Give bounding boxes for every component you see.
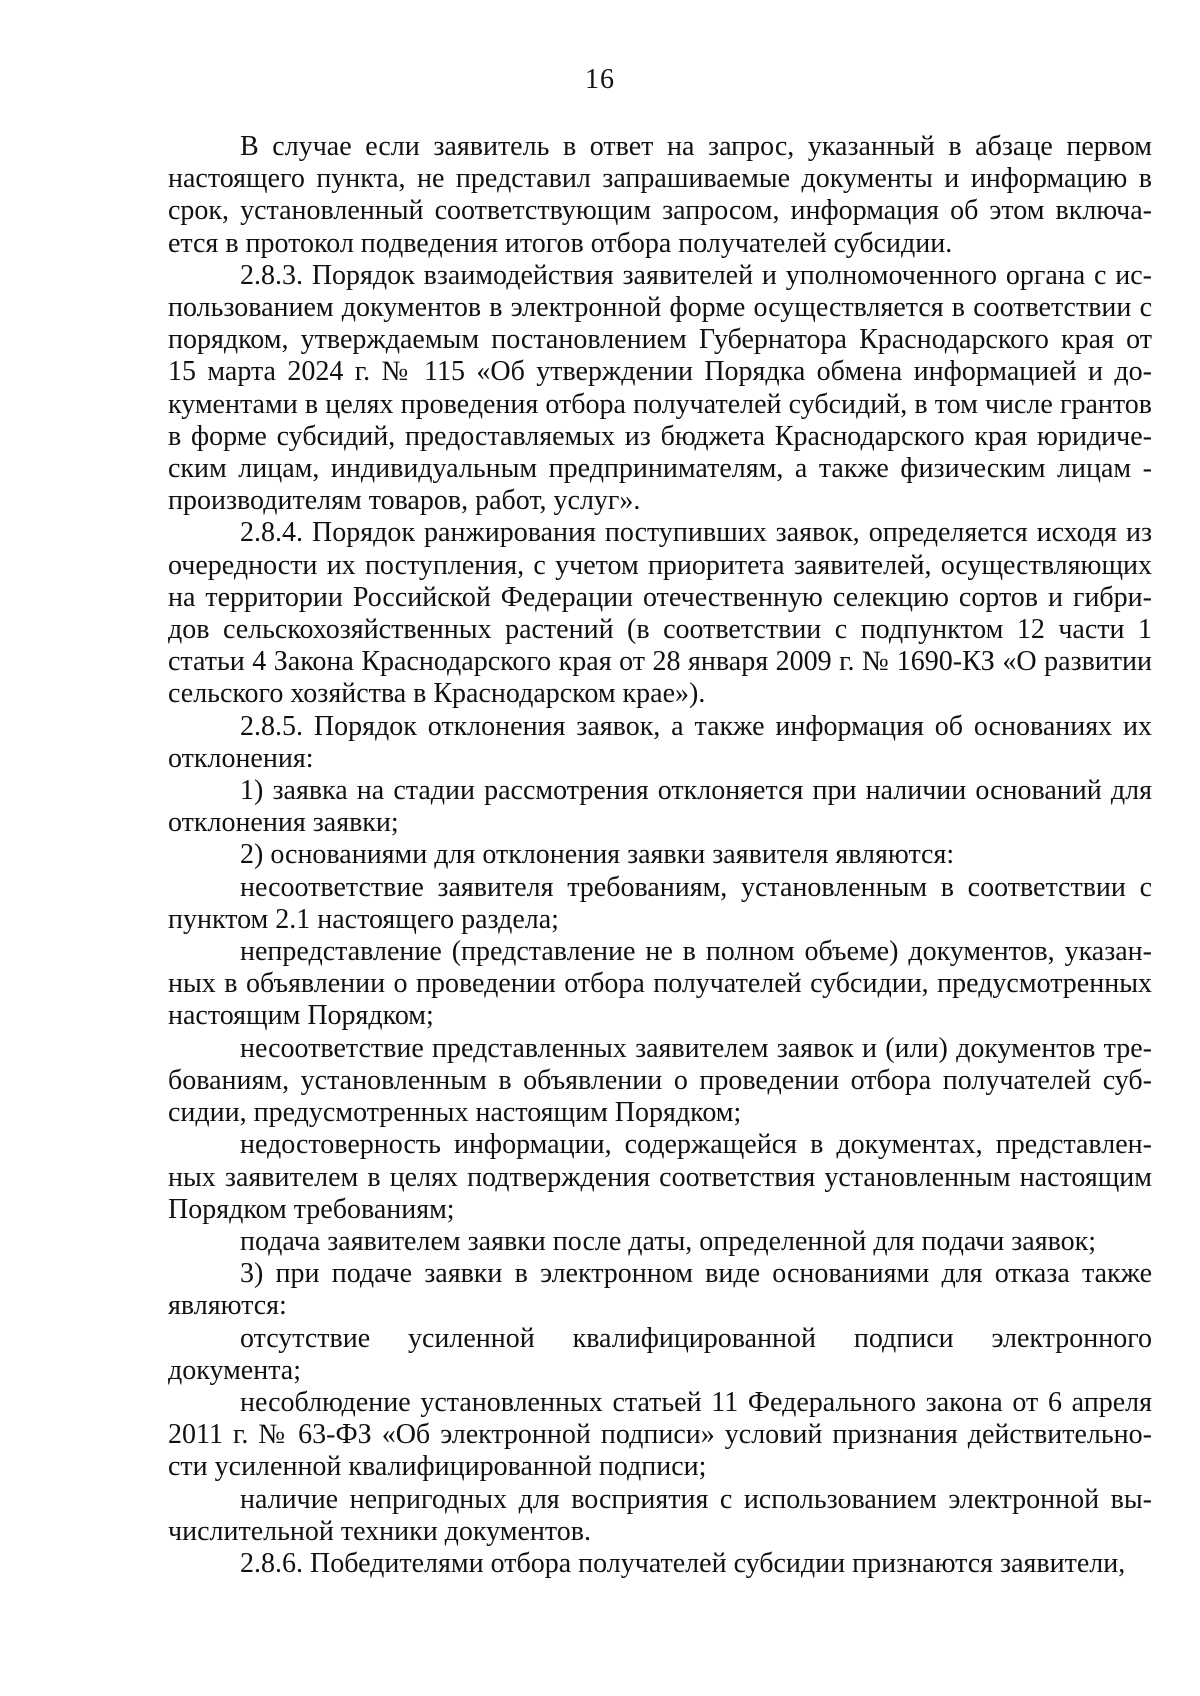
list-item-2-rejection-grounds: 2) основаниями для отклонения заявки заявителя являются:	[240, 839, 955, 871]
paragraph-2-8-6-winners: 2.8.6. Победителями отбора получателей субсидии признаются заявители,	[240, 1547, 1126, 1579]
ground-false-information: недостоверность информации, содержащейся в документах, представленных заявителем в целях подтверждения соответствия установленным настоящим Порядком требованиям;	[168, 1129, 1152, 1225]
ground-noncompliance-requirements: несоответствие заявителя требованиям, установленным в соответствии с пунктом 2.1 настоящего раздела;	[168, 871, 1152, 935]
paragraph-2-8-5-rejection-order: 2.8.5. Порядок отклонения заявок, а также информация об основаниях их отклонения:	[168, 710, 1152, 774]
ground-signature-invalid: несоблюдение установленных статьей 11 Федерального закона от 6 апреля 2011 г. № 63-ФЗ «Об электронной подписи» условий признания действительности усиленной квалифицированной подписи;	[168, 1386, 1152, 1483]
page-number: 16	[585, 64, 615, 95]
ground-late-submission: подача заявителем заявки после даты, определенной для подачи заявок;	[240, 1225, 1097, 1257]
paragraph-2-8-3-electronic-interaction: 2.8.3. Порядок взаимодействия заявителей и уполномоченного органа с использованием документов в электронной форме осуществляется в соответствии с порядком, утверждаемым постановлением Губернатора Краснодарского края от 15 марта 2024 г. № 115 «Об утверждении Порядка обмена информацией и документами в целях проведения отбора получателей субсидий, в том числе грантов в форме субсидий, предоставляемых из бюджета Краснодарского края юридическим лицам, индивидуальным предпринимателям, а также физическим лицам - производителям товаров, работ, услуг».	[168, 259, 1152, 517]
paragraph-2-8-4-ranking-order: 2.8.4. Порядок ранжирования поступивших заявок, определяется исходя из очередности их поступления, с учетом приоритета заявителей, осуществляющих на территории Российской Федерации отечественную селекцию сортов и гибридов сельскохозяйственных растений (в соответствии с подпунктом 12 части 1 статьи 4 Закона Краснодарского края от 28 января 2009 г. № 1690-КЗ «О развитии сельского хозяйства в Краснодарском крае»).	[168, 517, 1152, 710]
ground-unreadable-documents: наличие непригодных для восприятия с использованием электронной вычислительной техники документов.	[168, 1483, 1152, 1547]
document-body	[168, 131, 1152, 1580]
paragraph-response-to-request: В случае если заявитель в ответ на запрос, указанный в абзаце первом настоящего пункта, не представил запрашиваемые документы и информацию в срок, установленный соответствующим запросом, информация об этом включается в протокол подведения итогов отбора получателей субсидии.	[168, 131, 1152, 259]
ground-missing-signature: отсутствие усиленной квалифицированной подписи электронного документа;	[168, 1322, 1152, 1386]
list-item-3-electronic-refusal-grounds: 3) при подаче заявки в электронном виде основаниями для отказа также являются:	[168, 1258, 1152, 1322]
ground-missing-documents: непредставление (представление не в полном объеме) документов, указанных в объявлении о проведении отбора получателей субсидии, предусмотренных настоящим Порядком;	[168, 936, 1152, 1032]
ground-documents-mismatch: несоответствие представленных заявителем заявок и (или) документов требованиям, установленным в объявлении о проведении отбора получателей субсидии, предусмотренных настоящим Порядком;	[168, 1032, 1152, 1129]
list-item-1-rejection-on-review: 1) заявка на стадии рассмотрения отклоняется при наличии оснований для отклонения заявки;	[168, 775, 1152, 839]
